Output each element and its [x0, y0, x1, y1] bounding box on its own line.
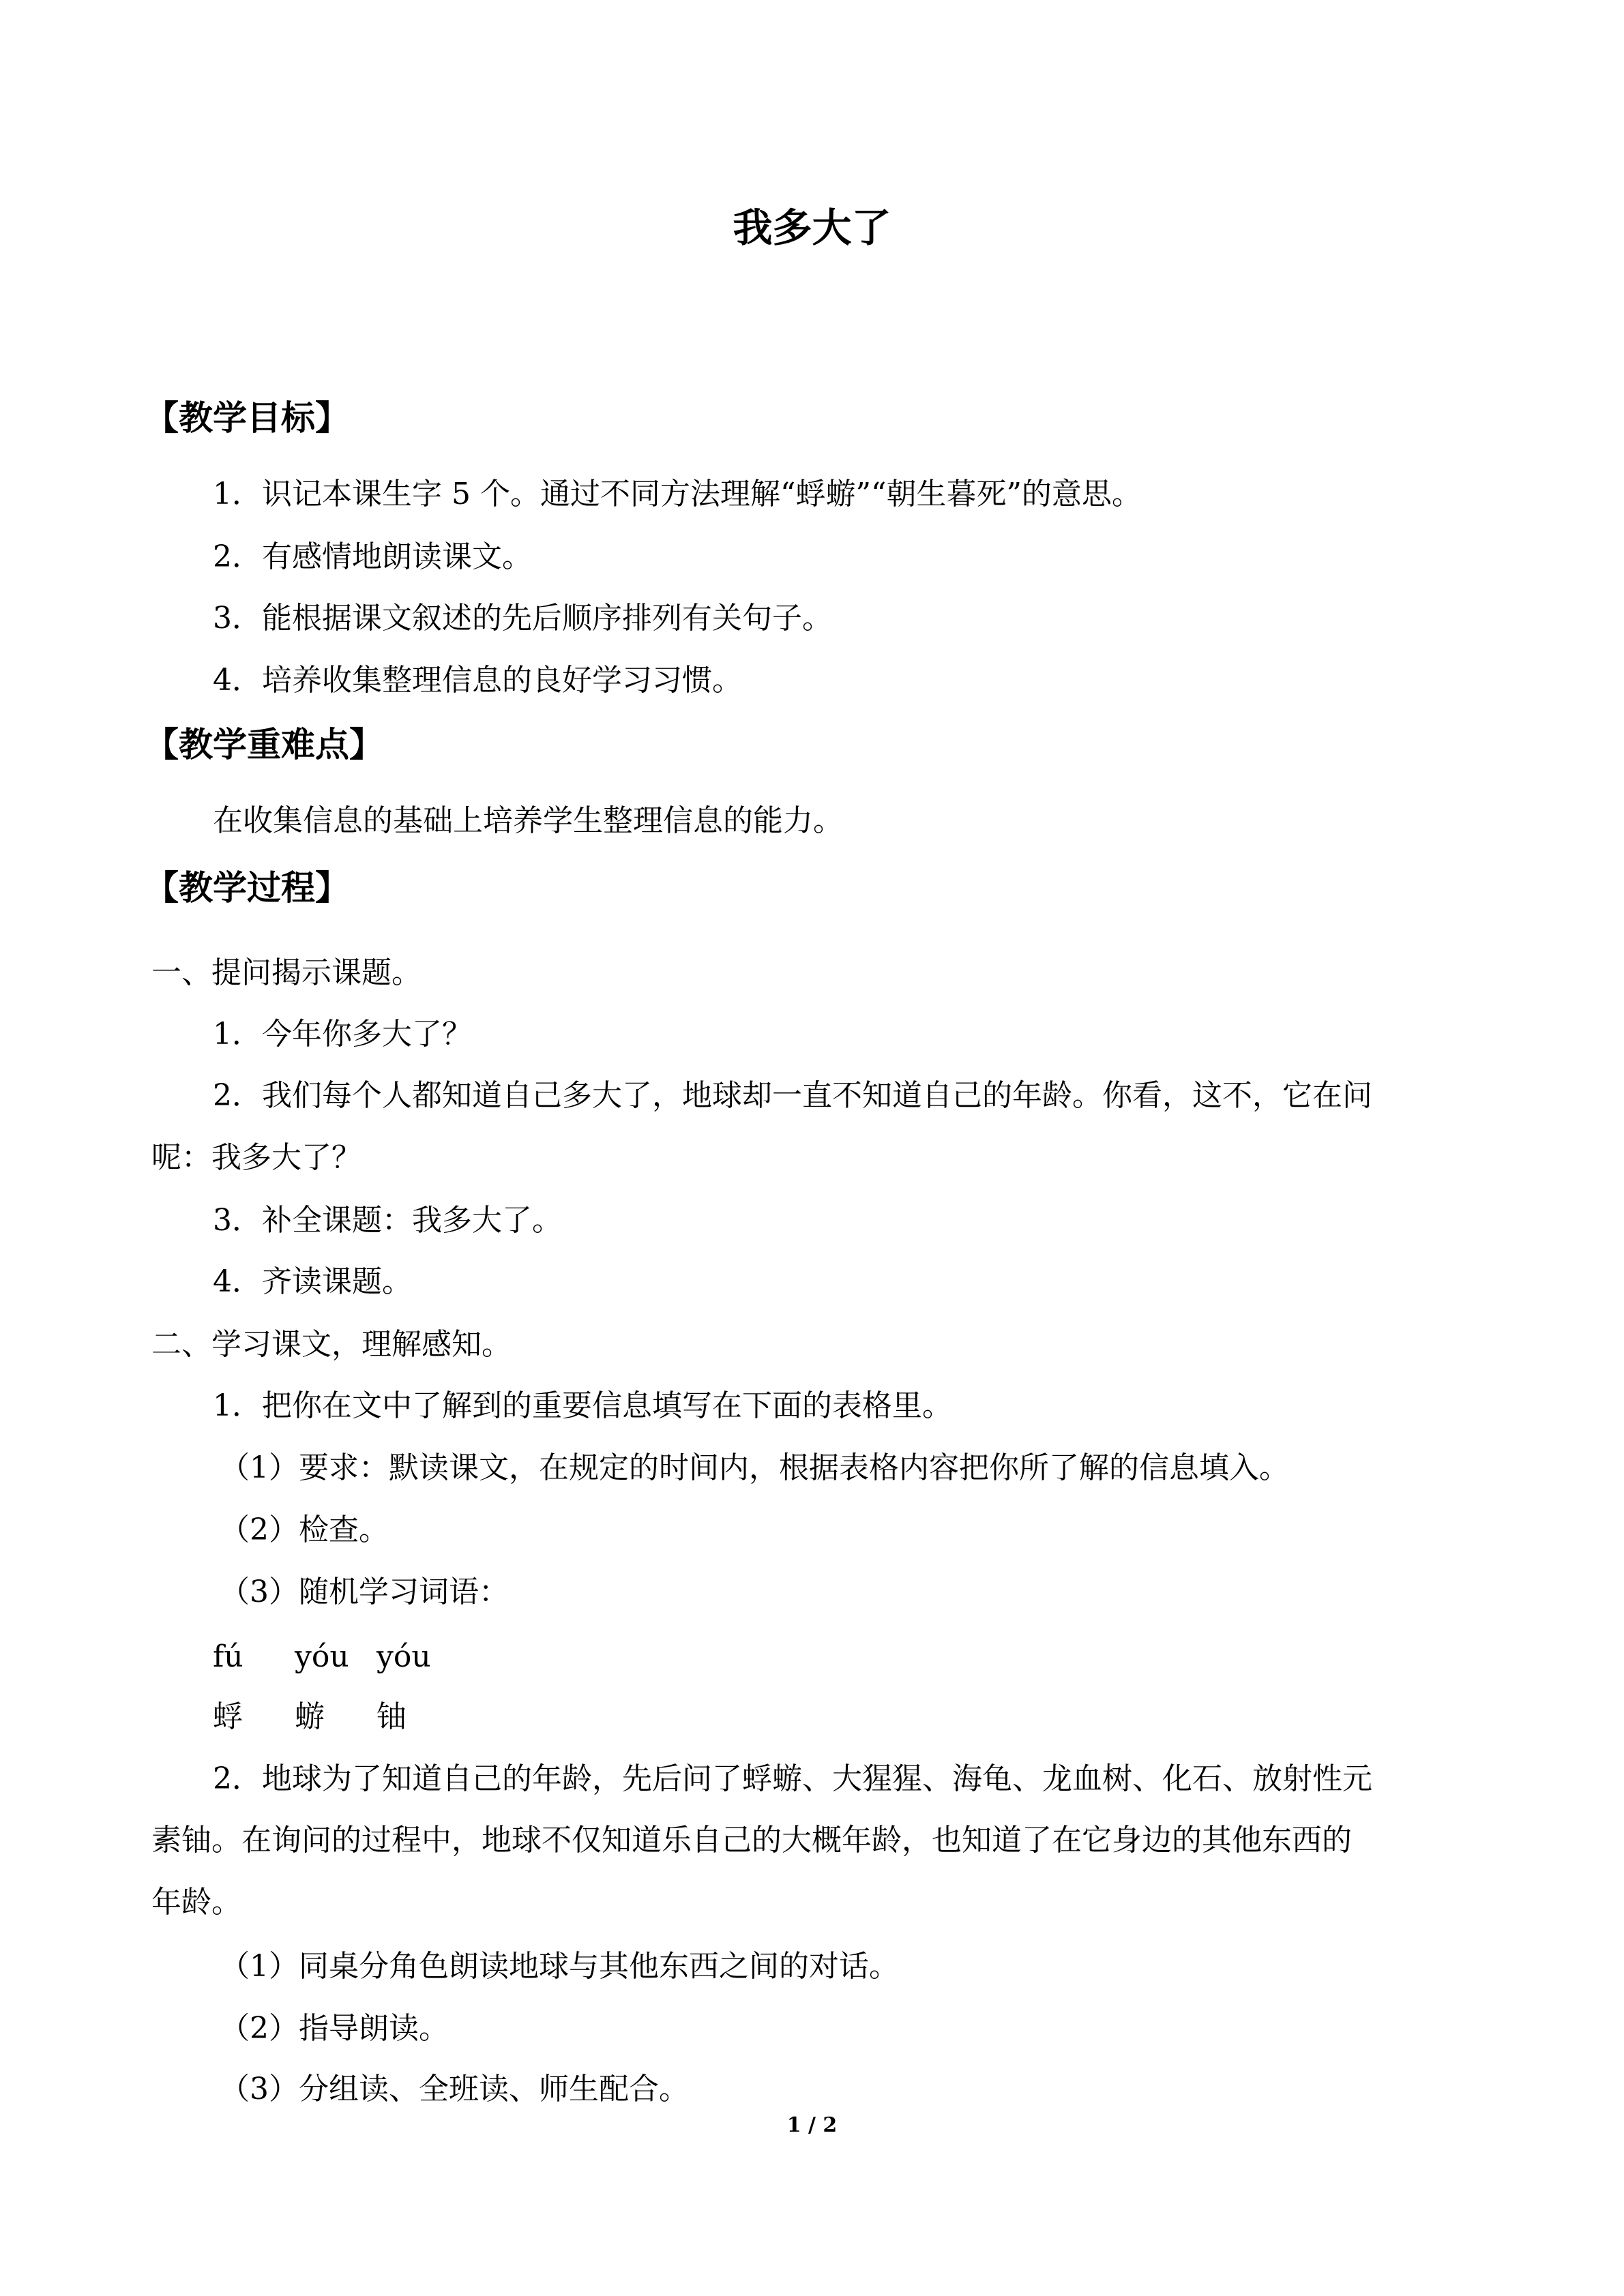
process-item: 1．把你在文中了解到的重要信息填写在下面的表格里。 — [213, 1388, 952, 1423]
process-subitem: （1）同桌分角色朗读地球与其他东西之间的对话。 — [220, 1949, 899, 1984]
page-title: 我多大了 — [733, 205, 891, 251]
goal-item: 1．识记本课生字 5 个。通过不同方法理解“蜉蝣”“朝生暮死”的意思。 — [213, 477, 1142, 511]
page-number: 1 / 2 — [786, 2113, 838, 2137]
process-item-continued: 呢：我多大了？ — [151, 1140, 361, 1175]
process-subitem: （2）检查。 — [220, 1512, 389, 1547]
process-subitem: （2）指导朗读。 — [220, 2011, 449, 2046]
process-item: 3．补全课题：我多大了。 — [213, 1203, 562, 1238]
process-item: 1．今年你多大了？ — [213, 1017, 472, 1052]
section-heading: 一、提问揭示课题。 — [151, 955, 422, 990]
process-subitem: （3）随机学习词语： — [220, 1575, 509, 1609]
heading-process: 【教学过程】 — [145, 868, 349, 908]
process-subitem: （1）要求：默读课文，在规定的时间内，根据表格内容把你所了解的信息填入。 — [220, 1450, 1289, 1485]
process-subitem: （3）分组读、全班读、师生配合。 — [220, 2072, 689, 2106]
keypoints-text: 在收集信息的基础上培养学生整理信息的能力。 — [213, 803, 843, 838]
heading-goals: 【教学目标】 — [145, 398, 349, 438]
process-item-continued: 素铀。在询问的过程中，地球不仅知道乐自己的大概年龄，也知道了在它身边的其他东西的 — [151, 1823, 1352, 1858]
process-item: 4．齐读课题。 — [213, 1264, 412, 1299]
process-item-continued: 年龄。 — [151, 1885, 241, 1920]
process-item: 2．我们每个人都知道自己多大了，地球却一直不知道自己的年龄。你看，这不，它在问 — [213, 1078, 1372, 1113]
heading-keypoints: 【教学重难点】 — [145, 725, 383, 764]
section-heading: 二、学习课文，理解感知。 — [151, 1327, 512, 1362]
pinyin-you: yóu — [377, 1639, 431, 1674]
goal-item: 4．培养收集整理信息的良好学习习惯。 — [213, 663, 742, 698]
process-item: 2．地球为了知道自己的年龄，先后问了蜉蝣、大猩猩、海龟、龙血树、化石、放射性元 — [213, 1761, 1372, 1796]
vocab-char: 铀 — [377, 1699, 407, 1734]
pinyin-you: yóu — [295, 1639, 349, 1674]
goal-item: 3．能根据课文叙述的先后顺序排列有关句子。 — [213, 601, 832, 636]
vocab-char: 蝣 — [295, 1699, 325, 1734]
vocab-char: 蜉 — [213, 1699, 243, 1734]
goal-item: 2．有感情地朗读课文。 — [213, 539, 532, 574]
pinyin-fu: fú — [213, 1639, 243, 1674]
